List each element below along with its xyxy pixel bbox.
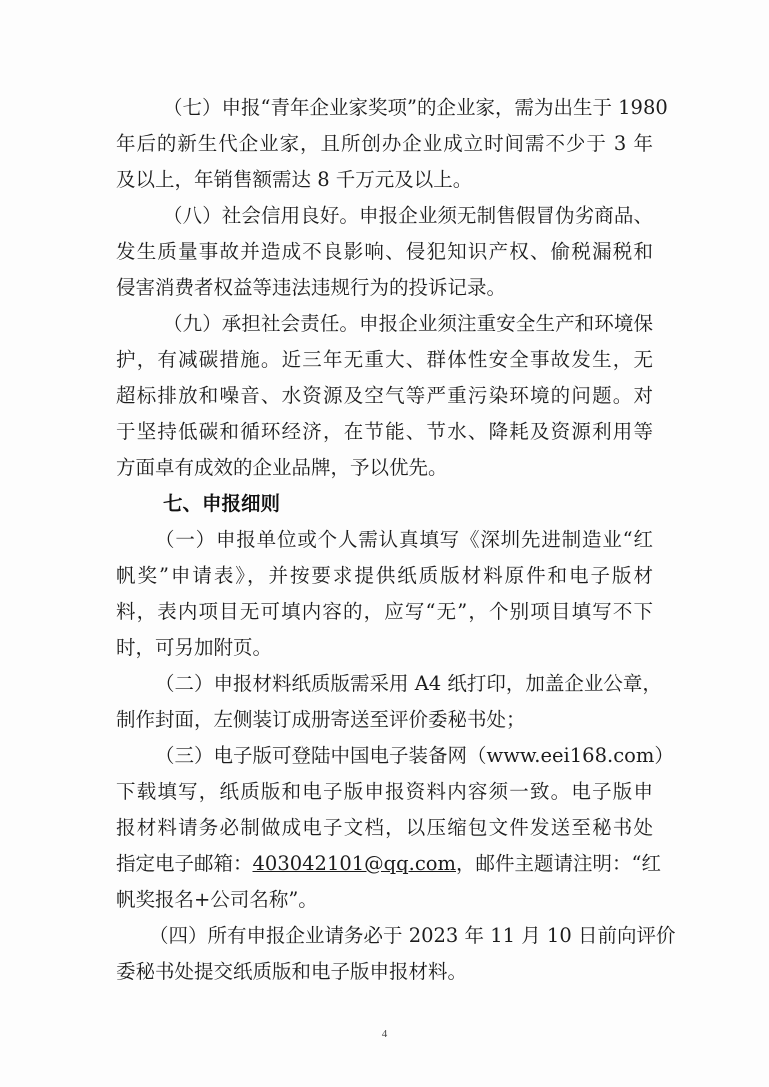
p7-line-3: 及以上，年销售额需达 8 千万元及以上。 [116,168,473,191]
r3-line-4 [116,851,661,877]
p7-line-2: 年后的新生代企业家，且所创办企业成立时间需不少于 3 年 [116,132,653,155]
r1-line-1: （一）申报单位或个人需认真填写《深圳先进制造业“红 [155,528,653,551]
r4-line-1: （四）所有申报企业请务必于 2023 年 11 月 10 日前向评价 [149,924,676,947]
p8-line-1: （八）社会信用良好。申报企业须无制售假冒伪劣商品、 [163,204,653,227]
p8-line-3: 侵害消费者权益等违法违规行为的投诉记录。 [116,276,507,299]
r2-line-2: 制作封面，左侧装订成册寄送至评价委秘书处； [116,708,526,731]
p9-line-4: 于坚持低碳和循环经济，在节能、节水、降耗及资源利用等 [116,420,653,443]
section-heading: 七、申报细则 [163,492,281,515]
p9-line-5: 方面卓有成效的企业品牌，予以优先。 [116,456,448,479]
p9-line-1: （九）承担社会责任。申报企业须注重安全生产和环境保 [163,312,653,335]
p8-line-2: 发生质量事故并造成不良影响、侵犯知识产权、偷税漏税和 [116,240,653,263]
r2-line-1: （二）申报材料纸质版需采用 A4 纸打印，加盖企业公章， [155,672,662,695]
email-link[interactable]: 403042101@qq.com [252,852,456,875]
p7-line-1: （七）申报“青年企业家奖项”的企业家，需为出生于 1980 [163,96,668,119]
r3-line-1: （三）电子版可登陆中国电子装备网（www.eei168.com） [155,744,674,767]
r1-line-2: 帆奖”申请表》，并按要求提供纸质版材料原件和电子版材 [116,564,653,587]
page-number: 4 [381,1028,388,1040]
r1-line-4: 时，可另加附页。 [116,636,273,659]
r3-line-4-suffix: ，邮件主题请注明：“红 [456,852,661,875]
r3-line-5: 帆奖报名+公司名称”。 [116,888,318,911]
p9-line-2: 护，有减碳措施。近三年无重大、群体性安全事故发生，无 [116,348,653,371]
r4-line-2: 委秘书处提交纸质版和电子版申报材料。 [116,960,468,983]
r3-line-4-prefix: 指定电子邮箱： [116,852,253,875]
r1-line-3: 料，表内项目无可填内容的，应写“无”，个别项目填写不下 [116,600,653,623]
r3-line-2: 下载填写，纸质版和电子版申报资料内容须一致。电子版申 [116,780,653,803]
p9-line-3: 超标排放和噪音、水资源及空气等严重污染环境的问题。对 [116,384,653,407]
r3-line-3: 报材料请务必制做成电子文档，以压缩包文件发送至秘书处 [116,816,653,839]
